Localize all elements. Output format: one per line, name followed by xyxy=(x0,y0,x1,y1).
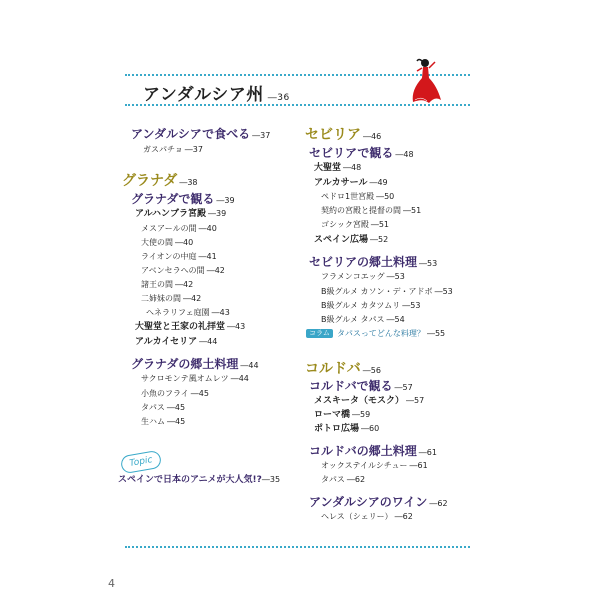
toc-espana[interactable]: スペイン広場 ―52 xyxy=(314,235,389,245)
toc-potro[interactable]: ポトロ広場 ―60 xyxy=(314,424,380,434)
toc-embajadores[interactable]: 大使の間 ―40 xyxy=(141,238,194,247)
chapter-title: アンダルシア州 ―36 xyxy=(143,85,290,105)
toc-gazpacho[interactable]: ガスパチョ ―37 xyxy=(143,145,203,154)
toc-sevilla-food[interactable]: セビリアの郷土料理 ―53 xyxy=(309,255,438,269)
toc-alhambra[interactable]: アルハンブラ宮殿 ―39 xyxy=(135,209,227,219)
toc-reyes[interactable]: 諸王の間 ―42 xyxy=(141,280,194,289)
toc-sevilla[interactable]: セビリア ―46 xyxy=(305,127,382,143)
toc-generalife[interactable]: ヘネラリフェ庭園 ―43 xyxy=(146,308,230,317)
toc-granada-cathedral[interactable]: 大聖堂と王家の礼拝堂 ―43 xyxy=(135,322,246,332)
toc-wine[interactable]: アンダルシアのワイン ―62 xyxy=(309,495,448,509)
footer-rule xyxy=(125,546,470,548)
toc-pedro[interactable]: ペドロ1世宮殿 ―50 xyxy=(321,192,395,201)
toc-granada-food[interactable]: グラナダの郷土料理 ―44 xyxy=(131,357,259,371)
toc-mexuar[interactable]: メスアールの間 ―40 xyxy=(141,224,217,233)
toc-pescaito[interactable]: 小魚のフライ ―45 xyxy=(141,389,209,398)
toc-sherry[interactable]: ヘレス（シェリー） ―62 xyxy=(321,512,413,521)
toc-cordoba-tapas[interactable]: タパス ―62 xyxy=(321,475,366,484)
toc-b-gourmet-3[interactable]: B級グルメ タパス ―54 xyxy=(321,315,405,324)
chapter-title-page: ―36 xyxy=(267,93,290,103)
toc-eat-andalusia[interactable]: アンダルシアで食べる ―37 xyxy=(131,127,271,141)
toc-alcazar[interactable]: アルカサール ―49 xyxy=(314,178,388,188)
toc-mezquita[interactable]: メスキータ（モスク） ―57 xyxy=(314,396,425,406)
toc-sevilla-see[interactable]: セビリアで観る ―48 xyxy=(309,146,414,160)
toc-cordoba-see[interactable]: コルドバで観る ―57 xyxy=(309,379,413,393)
toc-topic-anime[interactable]: スペインで日本のアニメが大人気!?―35 xyxy=(118,475,281,485)
toc-column-tapas[interactable]: コラム タパスってどんな料理？ ―55 xyxy=(306,329,445,338)
toc-roman-bridge[interactable]: ローマ橋 ―59 xyxy=(314,410,371,420)
page-number: 4 xyxy=(108,577,115,590)
toc-abencerrajes[interactable]: アベンセラへの間 ―42 xyxy=(141,266,225,275)
toc-cordoba[interactable]: コルドバ ―56 xyxy=(305,361,381,377)
toc-b-gourmet-1[interactable]: B級グルメ カソン・デ・アドボ ―53 xyxy=(321,287,453,296)
toc-leones[interactable]: ライオンの中庭 ―41 xyxy=(141,252,217,261)
toc-cordoba-food[interactable]: コルドバの郷土料理 ―61 xyxy=(309,444,437,458)
toc-granada-tapas[interactable]: タパス ―45 xyxy=(141,403,186,412)
toc-sevilla-cathedral[interactable]: 大聖堂 ―48 xyxy=(314,163,362,173)
toc-alcaiceria[interactable]: アルカイセリア ―44 xyxy=(135,337,218,347)
toc-granada[interactable]: グラナダ ―38 xyxy=(122,173,198,189)
toc-gotico[interactable]: ゴシック宮殿 ―51 xyxy=(321,220,390,229)
toc-oxtail[interactable]: オックステイルシチュー ―61 xyxy=(321,461,428,470)
flamenco-dancer-icon xyxy=(405,56,445,106)
topic-badge: Topic xyxy=(120,450,163,475)
toc-granada-see[interactable]: グラナダで観る ―39 xyxy=(131,192,235,206)
toc-jamon[interactable]: 生ハム ―45 xyxy=(141,417,186,426)
toc-sacromonte[interactable]: サクロモンテ風オムレツ ―44 xyxy=(141,374,249,383)
toc-contratacion[interactable]: 契約の宮殿と提督の間 ―51 xyxy=(321,206,422,215)
toc-b-gourmet-2[interactable]: B級グルメ カタツムリ ―53 xyxy=(321,301,421,310)
column-badge: コラム xyxy=(306,329,333,338)
toc-flamenco-egg[interactable]: フラメンコエッグ ―53 xyxy=(321,272,405,281)
toc-dos-hermanas[interactable]: 二姉妹の間 ―42 xyxy=(141,294,202,303)
